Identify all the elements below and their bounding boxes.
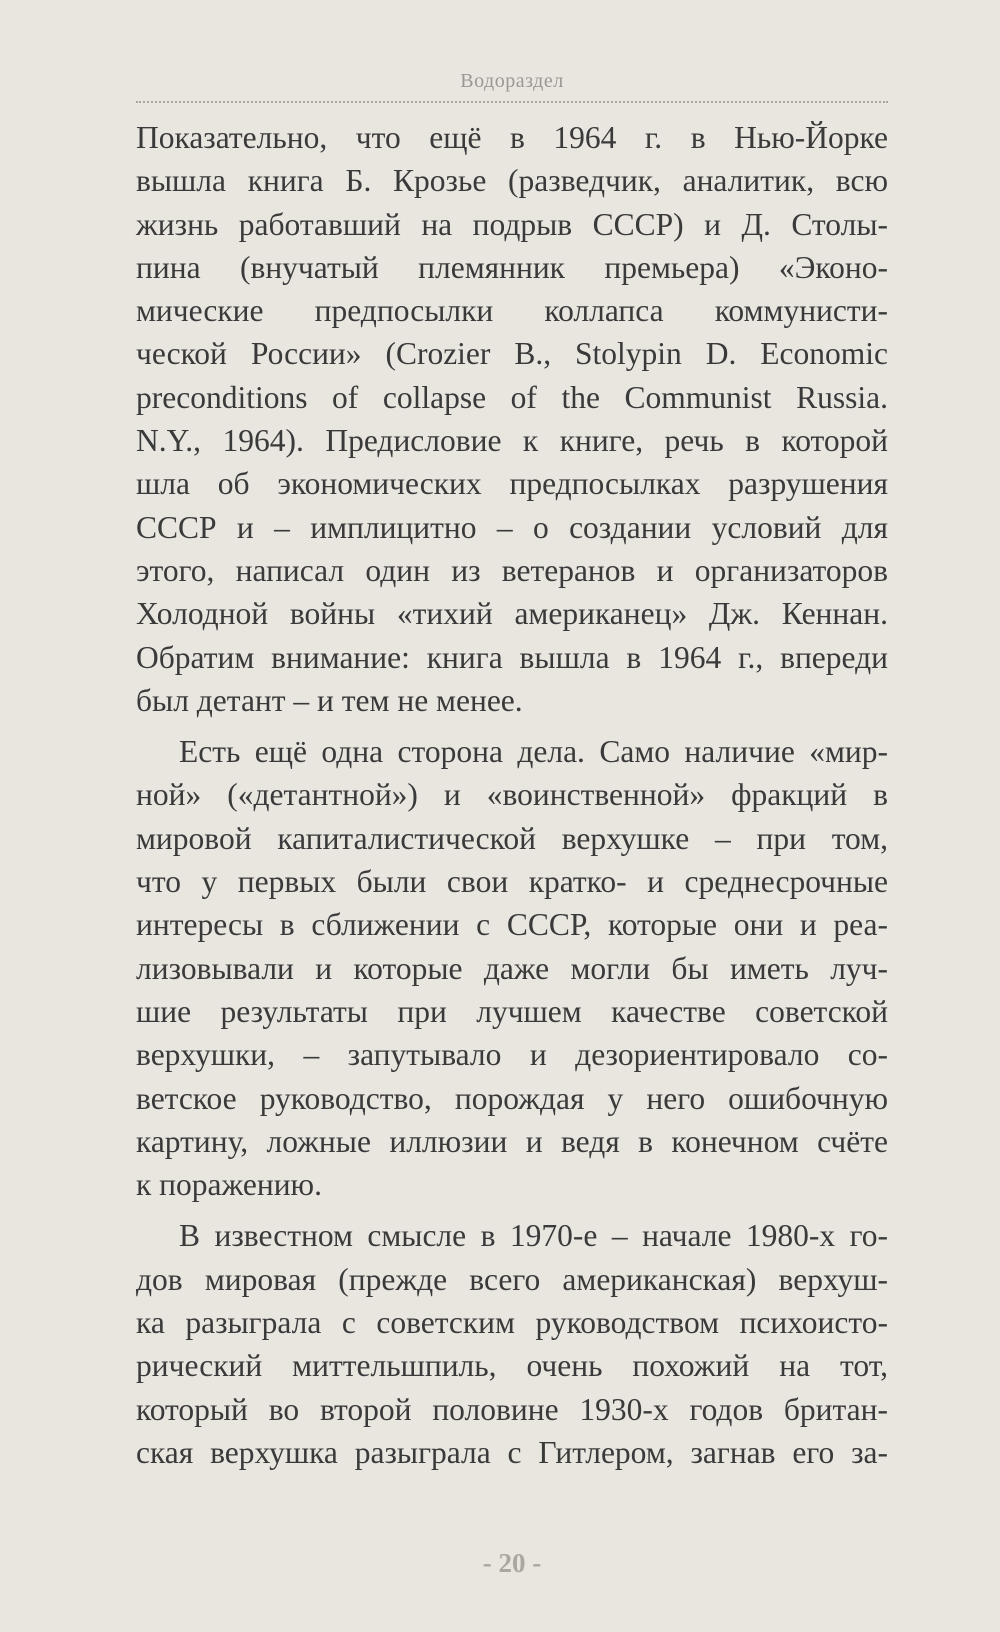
text-line: СССР и – имплицитно – о создании условий для <box>136 509 888 545</box>
paragraph-gap <box>136 1206 888 1214</box>
text-line: шла об экономических предпосылках разрушения <box>136 466 888 502</box>
text-line: картину, ложные иллюзии и ведя в конечном счёте <box>136 1123 888 1159</box>
text-line: пина (внучатый племянник премьера) «Эконо- <box>136 249 888 285</box>
text-line: мировой капиталистической верхушке – при том, <box>136 820 888 856</box>
text-line: интересы в сближении с СССР, которые они и реа- <box>136 907 888 943</box>
text-line: шие результаты при лучшем качестве советской <box>136 993 888 1029</box>
text-line: В известном смысле в 1970-е – начале 1980-х го- <box>179 1218 888 1254</box>
text-line: ной» («детантной») и «воинственной» фракций в <box>136 777 888 813</box>
text-line: Обратим внимание: книга вышла в 1964 г., впереди <box>136 639 888 675</box>
text-line: Есть ещё одна сторона дела. Само наличие «мир- <box>179 734 888 770</box>
text-line: рический миттельшпиль, очень похожий на тот, <box>136 1348 888 1384</box>
paragraph-gap <box>136 722 888 730</box>
text-line: Показательно, что ещё в 1964 г. в Нью-Йорке <box>136 120 888 155</box>
text-line: Холодной войны «тихий американец» Дж. Кеннан. <box>136 596 888 632</box>
text-line: что у первых были свои кратко- и среднесрочные <box>136 864 888 900</box>
text-line: ческой России» (Crozier B., Stolypin D. Economic <box>136 336 888 372</box>
body-text <box>136 116 888 1474</box>
text-line: был детант – и тем не менее. <box>136 682 523 718</box>
paragraph <box>136 1214 888 1474</box>
text-line: жизнь работавший на подрыв СССР) и Д. Столы- <box>136 206 888 242</box>
text-line: дов мировая (прежде всего американская) верхуш- <box>136 1261 888 1297</box>
text-line: вышла книга Б. Крозье (разведчик, аналитик, всю <box>136 163 888 199</box>
text-line: верхушки, – запутывало и дезориентировало со- <box>136 1037 888 1073</box>
text-line: preconditions of collapse of the Communist Russia. <box>136 379 888 415</box>
text-line: лизовывали и которые даже могли бы иметь луч- <box>136 950 888 986</box>
text-line: мические предпосылки коллапса коммунисти- <box>136 293 888 329</box>
running-head: Водораздел <box>460 70 564 92</box>
text-line: N.Y., 1964). Предисловие к книге, речь в которой <box>136 423 888 459</box>
text-line: ветское руководство, порождая у него ошибочную <box>136 1080 888 1116</box>
text-line: который во второй половине 1930-х годов британ- <box>136 1391 888 1427</box>
text-line: к поражению. <box>136 1167 322 1203</box>
header-rule <box>136 101 888 103</box>
paragraph <box>136 116 888 722</box>
text-line: ка разыграла с советским руководством психоисто- <box>136 1305 888 1341</box>
text-line: этого, написал один из ветеранов и организаторов <box>136 552 888 588</box>
page-number: - 20 - <box>482 1548 542 1578</box>
text-line: ская верхушка разыграла с Гитлером, загнав его за- <box>136 1434 888 1470</box>
paragraph <box>136 730 888 1206</box>
